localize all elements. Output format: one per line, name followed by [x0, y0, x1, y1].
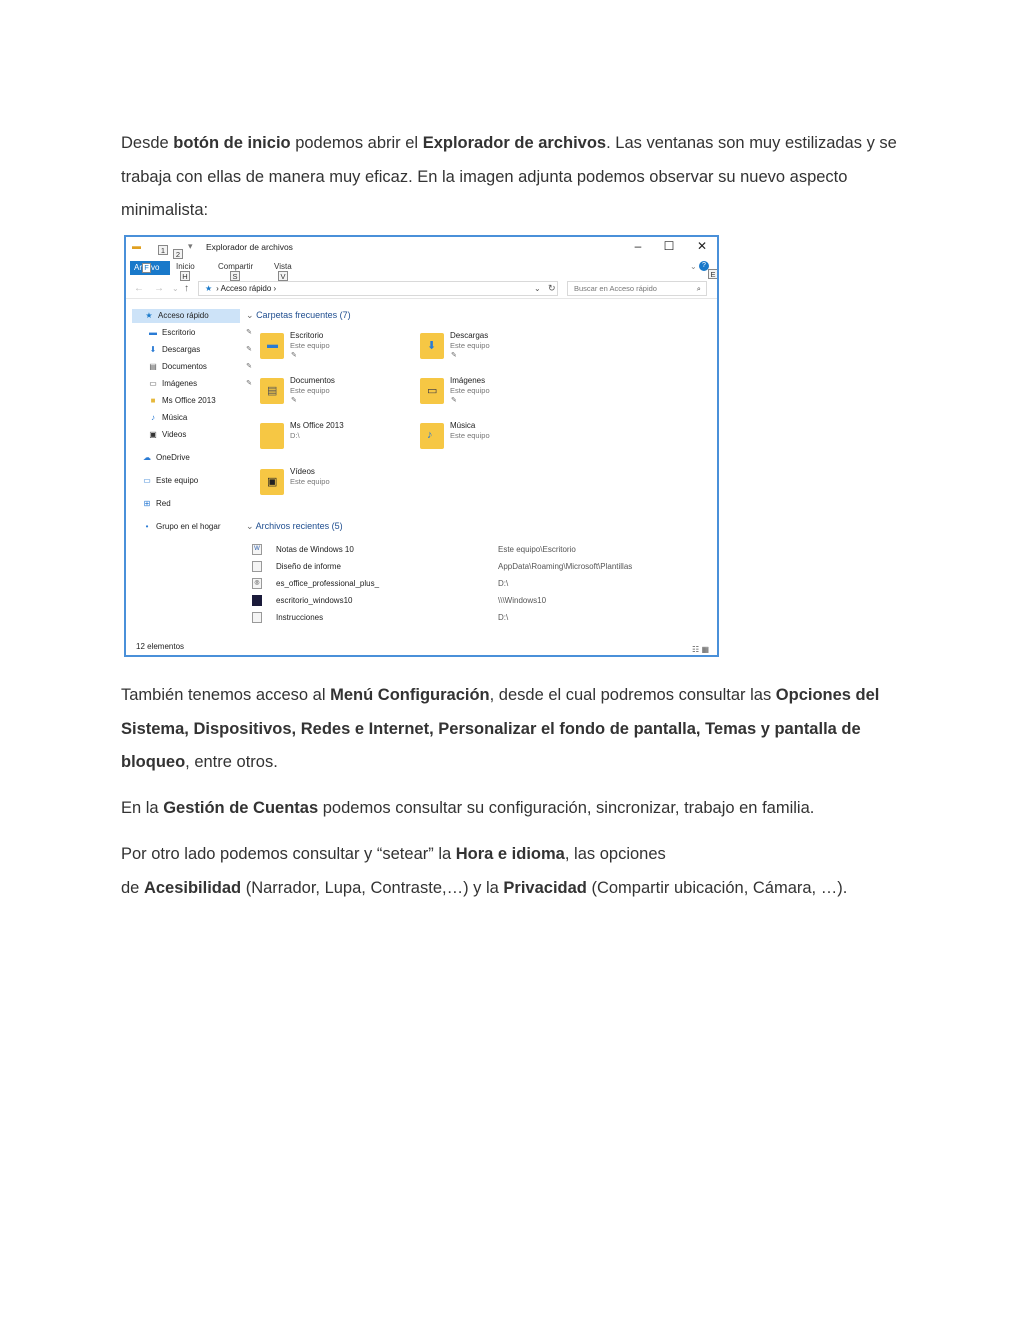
homegroup-icon: •	[145, 522, 149, 531]
forward-icon[interactable]: →	[154, 283, 164, 294]
desktop-icon: ▬	[267, 339, 278, 351]
close-button[interactable]: ✕	[696, 239, 708, 253]
image-icon: ▭	[149, 379, 157, 388]
folder-icon	[260, 423, 284, 449]
computer-icon: ▭	[143, 476, 151, 485]
quick-access-dropdown-icon[interactable]: ▾	[188, 241, 193, 251]
network-icon: ⊞	[143, 499, 151, 508]
sidebar-item-documentos[interactable]: ▤ Documentos ✎	[148, 360, 256, 374]
address-dropdown-icon[interactable]: ⌄	[534, 284, 541, 293]
tab-inicio[interactable]: Inicio	[176, 262, 195, 271]
folder-tile[interactable]: Ms Office 2013 D:\	[260, 421, 410, 461]
cloud-icon: ☁	[143, 453, 151, 462]
download-icon: ⬇	[427, 340, 437, 352]
video-icon: ▣	[149, 430, 157, 439]
frequent-folders-header[interactable]: ⌄ Carpetas frecuentes (7)	[246, 310, 351, 320]
sidebar-item-videos[interactable]: ▣ Videos	[148, 428, 256, 442]
navigation-pane	[126, 307, 252, 637]
music-icon: ♪	[427, 429, 433, 441]
tab-compartir[interactable]: Compartir	[218, 262, 254, 271]
folder-icon	[260, 378, 284, 404]
document-icon: ▤	[149, 362, 157, 371]
sidebar-item-descargas[interactable]: ⬇ Descargas ✎	[148, 343, 256, 357]
folder-tile[interactable]: ▭ Imágenes Este equipo ✎	[420, 376, 570, 416]
file-explorer-screenshot	[124, 235, 719, 657]
folder-tile[interactable]: ▤ Documentos Este equipo ✎	[260, 376, 410, 416]
keytip: H	[180, 271, 190, 281]
back-icon[interactable]: ←	[134, 283, 144, 294]
search-icon: ⌕	[696, 284, 701, 293]
minimize-button[interactable]: –	[634, 239, 642, 253]
sidebar-item-ms-office[interactable]: ■ Ms Office 2013	[148, 394, 256, 408]
pin-icon: ✎	[246, 329, 252, 336]
help-icon[interactable]: ?	[699, 261, 709, 271]
pin-icon: ✎	[291, 397, 297, 404]
pin-icon: ✎	[246, 380, 252, 387]
folder-icon	[420, 333, 444, 359]
pin-icon: ✎	[451, 352, 457, 359]
item-count: 12 elementos	[136, 642, 185, 651]
view-toggle-icons[interactable]: ☷ ▦	[692, 645, 709, 654]
recent-dropdown-icon[interactable]: ⌄	[172, 284, 179, 293]
recent-files-header[interactable]: ⌄ Archivos recientes (5)	[246, 521, 343, 531]
tab-vista[interactable]: Vista	[274, 262, 292, 271]
folder-tile[interactable]: ⬇ Descargas Este equipo ✎	[420, 331, 570, 371]
maximize-button[interactable]: ☐	[663, 239, 675, 253]
ribbon	[126, 259, 717, 281]
keytip: F	[142, 263, 151, 273]
folder-tile[interactable]: ♪ Música Este equipo	[420, 421, 570, 461]
folder-icon	[420, 378, 444, 404]
hora-idioma-paragraph: Por otro lado podemos consultar y “setear” la Hora e idioma, las opciones de Acesibilidad (Narrador, Lupa, Contraste,…) y la Privacidad (Compartir ubicación, Cámara, …).	[121, 845, 848, 897]
content-pane	[244, 307, 714, 637]
address-bar[interactable]: ★ › Acceso rápido ›	[198, 281, 558, 296]
window-title: Explorador de archivos	[206, 242, 293, 252]
search-input[interactable]: Buscar en Acceso rápido ⌕	[567, 281, 707, 296]
word-document-icon: W	[252, 544, 262, 555]
sidebar-item-este-equipo[interactable]: ▭ Este equipo	[142, 474, 250, 488]
keytip: E	[708, 269, 718, 279]
tab-archivo[interactable]: Ar F vo	[130, 261, 170, 275]
sidebar-item-musica[interactable]: ♪ Música	[148, 411, 256, 425]
sidebar-item-acceso-rapido[interactable]: ★ Acceso rápido	[132, 309, 240, 323]
folder-icon	[260, 333, 284, 359]
status-bar	[126, 639, 717, 655]
download-icon: ⬇	[149, 345, 157, 354]
disc-image-icon: ◎	[252, 578, 262, 589]
star-icon: ★	[145, 311, 153, 320]
recent-file-row[interactable]: escritorio_windows10 \\\Windows10	[252, 592, 712, 609]
sidebar-item-grupo-hogar[interactable]: • Grupo en el hogar	[142, 520, 250, 534]
sidebar-item-imagenes[interactable]: ▭ Imágenes ✎	[148, 377, 256, 391]
music-icon: ♪	[151, 413, 155, 422]
keytip: 2	[173, 249, 183, 259]
pin-icon: ✎	[246, 363, 252, 370]
star-icon: ★	[205, 284, 213, 293]
sidebar-item-onedrive[interactable]: ☁ OneDrive	[142, 451, 250, 465]
folder-tile[interactable]: ▣ Vídeos Este equipo	[260, 467, 410, 507]
configuracion-paragraph: También tenemos acceso al Menú Configuración, desde el cual podremos consultar las Opciones del Sistema, Dispositivos, Redes e Internet, Personalizar el fondo de pantalla, Temas y pantalla de bloqueo, entre otros.	[121, 686, 880, 771]
chevron-down-icon: ⌄	[246, 310, 254, 320]
keytip: S	[230, 271, 240, 281]
refresh-icon[interactable]: ↻	[548, 283, 556, 293]
folder-icon: ▬	[132, 241, 141, 251]
folder-icon	[260, 469, 284, 495]
keytip: V	[278, 271, 288, 281]
folder-icon	[420, 423, 444, 449]
folder-tile[interactable]: ▬ Escritorio Este equipo ✎	[260, 331, 410, 371]
recent-file-row[interactable]: ◎ es_office_professional_plus_ D:\	[252, 575, 712, 592]
recent-file-row[interactable]: W Notas de Windows 10 Este equipo\Escritorio	[252, 541, 712, 558]
title-bar	[126, 237, 717, 259]
pin-icon: ✎	[451, 397, 457, 404]
folder-icon: ■	[150, 396, 156, 405]
document-icon: ▤	[267, 385, 278, 397]
intro-paragraph: Desde botón de inicio podemos abrir el Explorador de archivos. Las ventanas son muy estilizadas y se trabaja con ellas de manera muy eficaz. En la imagen adjunta podemos observar su nuevo aspecto minimalista:	[121, 134, 897, 219]
chevron-down-icon: ⌄	[246, 521, 254, 531]
text-file-icon	[252, 612, 262, 623]
sidebar-item-escritorio[interactable]: ▬ Escritorio ✎	[148, 326, 256, 340]
address-bar-row	[126, 279, 717, 299]
template-file-icon	[252, 561, 262, 572]
pin-icon: ✎	[246, 346, 252, 353]
ribbon-expand-icon[interactable]: ⌄	[690, 262, 697, 271]
keytip: 1	[158, 245, 168, 255]
up-icon[interactable]: ↑	[184, 283, 189, 294]
cuentas-paragraph: En la Gestión de Cuentas podemos consultar su configuración, sincronizar, trabajo en familia.	[121, 799, 815, 817]
image-icon: ▭	[427, 385, 438, 397]
sidebar-item-red[interactable]: ⊞ Red	[142, 497, 250, 511]
pin-icon: ✎	[291, 352, 297, 359]
recent-file-row[interactable]: Diseño de informe AppData\Roaming\Microsoft\Plantillas	[252, 558, 712, 575]
desktop-icon: ▬	[149, 328, 157, 337]
video-icon: ▣	[267, 476, 278, 488]
recent-file-row[interactable]: Instrucciones D:\	[252, 609, 712, 626]
image-file-icon	[252, 595, 262, 606]
